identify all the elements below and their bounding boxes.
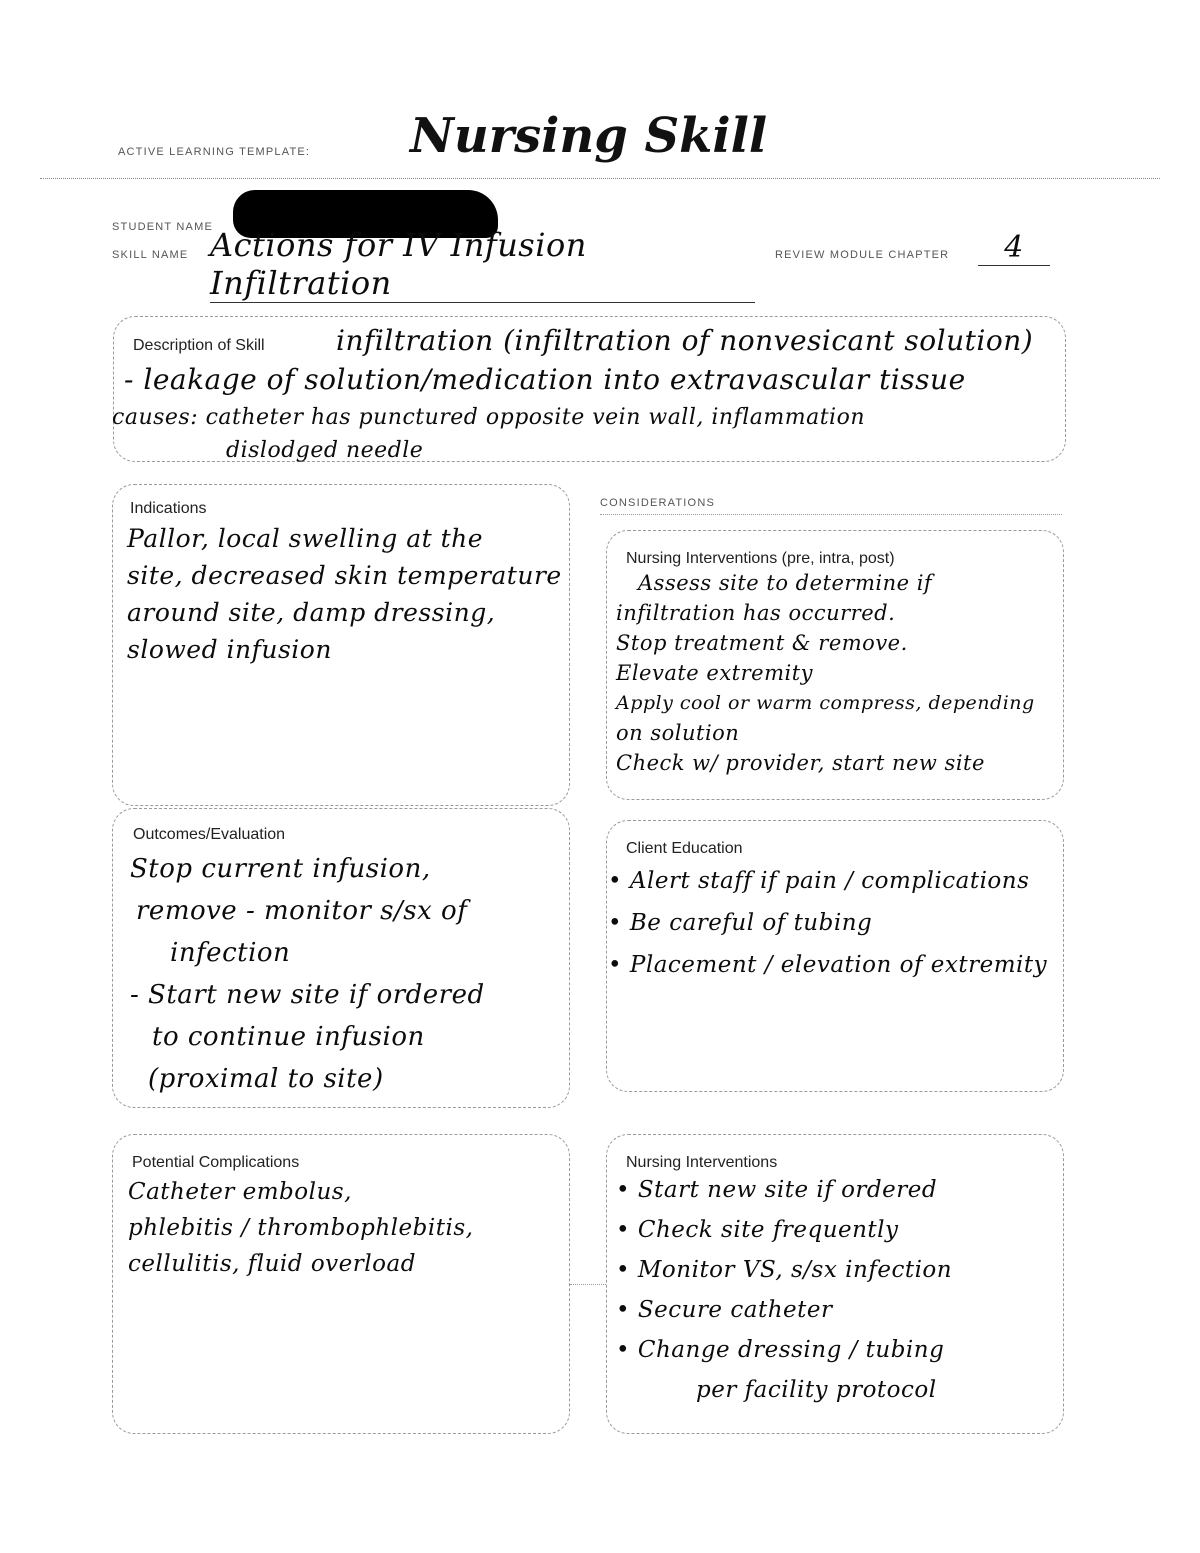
student-name-label: STUDENT NAME [112,221,213,233]
complications-line: Catheter embolus, [128,1179,352,1205]
intervention-line: Stop treatment & remove. [616,631,908,655]
intervention-line: • Change dressing / tubing [616,1337,945,1363]
outcomes-line: remove - monitor s/sx of [136,896,468,926]
template-label: ACTIVE LEARNING TEMPLATE: [118,146,311,158]
indications-line: slowed infusion [127,635,332,664]
intervention-line: • Monitor VS, s/sx infection [616,1257,953,1283]
intervention-line: on solution [616,721,740,745]
review-module-value: 4 [978,230,1050,266]
intervention-line: Check w/ provider, start new site [616,751,985,775]
education-line: • Be careful of tubing [608,910,873,936]
intervention-line: infiltration has occurred. [616,601,896,625]
nursing-interventions-top-label: Nursing Interventions (pre, intra, post) [626,550,895,567]
description-line-4: dislodged needle [226,438,424,463]
intervention-line: Assess site to determine if [638,571,933,595]
indications-line: site, decreased skin temperature [127,561,562,590]
considerations-divider [600,514,1062,515]
considerations-label: CONSIDERATIONS [600,497,715,509]
indications-line: Pallor, local swelling at the [127,524,484,553]
client-education-text [608,860,1047,986]
outcomes-label: Outcomes/Evaluation [133,826,286,843]
outcomes-line: (proximal to site) [148,1064,384,1094]
connector-line [570,1284,606,1285]
intervention-line: • Start new site if ordered [616,1177,938,1203]
indications-label: Indications [130,500,207,517]
intervention-line: • Check site frequently [616,1217,899,1243]
outcomes-line: - Start new site if ordered [130,980,485,1010]
intervention-line: Apply cool or warm compress, depending [616,692,1035,714]
nursing-interventions-bottom-text [616,1170,952,1410]
complications-line: phlebitis / thrombophlebitis, [128,1215,474,1241]
education-line: • Placement / elevation of extremity [608,952,1048,978]
outcomes-line: to continue infusion [152,1022,425,1052]
education-line: • Alert staff if pain / complications [608,868,1030,894]
complications-label: Potential Complications [132,1154,300,1171]
skill-name-value: Actions for IV Infusion Infiltration [210,226,755,303]
skill-name-label: SKILL NAME [112,249,189,261]
nursing-interventions-top-text [616,568,1035,778]
outcomes-text [130,848,485,1100]
indications-line: around site, damp dressing, [127,598,496,627]
outcomes-line: infection [170,938,291,968]
intervention-line: per facility protocol [696,1377,937,1403]
complications-text [128,1174,473,1282]
intervention-line: • Secure catheter [616,1297,833,1323]
nursing-interventions-bottom-label: Nursing Interventions [626,1154,778,1171]
outcomes-line: Stop current infusion, [130,854,431,884]
description-line-2: - leakage of solution/medication into extravascular tissue [124,363,966,396]
complications-line: cellulitis, fluid overload [128,1251,416,1277]
page-title: Nursing Skill [410,108,768,164]
review-module-label: REVIEW MODULE CHAPTER [775,249,950,261]
description-label: Description of Skill [133,337,265,354]
description-line-3: causes: catheter has punctured opposite vein wall, inflammation [112,405,865,430]
client-education-label: Client Education [626,840,743,857]
header-divider [40,178,1160,179]
intervention-line: Elevate extremity [616,661,814,685]
indications-text [127,520,562,668]
description-line-1: infiltration (infiltration of nonvesicant solution) [336,324,1034,357]
